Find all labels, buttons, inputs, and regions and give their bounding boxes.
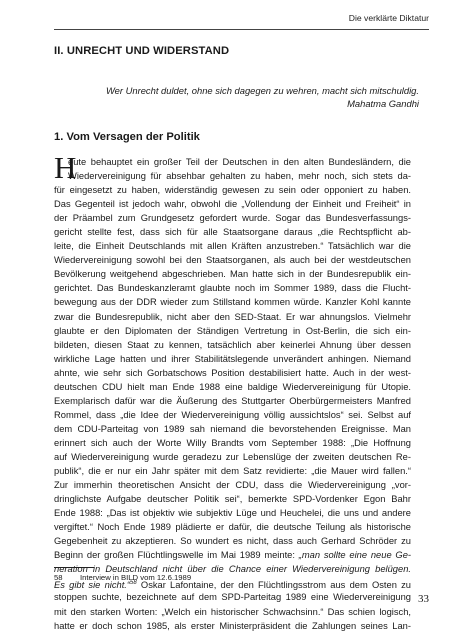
body-line: der Präambel zum Grundgesetz gefordert wurde. Sogar das Bundesverfassungs- xyxy=(54,213,411,224)
body-line: erinnert sich auch der Worte Willy Brandts vom September 1988: „Die Hoffnung xyxy=(54,437,411,448)
body-line: für eingesetzt zu haben, widerständig gewesen zu sein oder opponiert zu haben. xyxy=(54,185,411,196)
body-line: ahnte, wie sehr sich Gorbatschows Position destabilisiert hatte. Auch in der west- xyxy=(54,367,411,378)
footnote-rule xyxy=(54,567,94,568)
body-line: Rommel, dass „die Idee der Wiedervereinigung völlig aussichtslos“ sei. Selbst auf xyxy=(54,409,411,420)
footnote-number: 58 xyxy=(54,573,63,582)
body-line: Das Gegenteil ist jedoch wahr, obwohl die „Vollendung der Einheit und Freiheit“ in xyxy=(54,199,411,210)
body-line-1: H eute behauptet ein großer Teil der Deutschen in den alten Bundesländern, die xyxy=(54,150,411,185)
body-line: deutschen CDU hielt man Ende 1988 eine baldige Wiedervereinigung für Utopie. xyxy=(54,381,411,392)
page-number: 33 xyxy=(418,593,429,605)
body-line: neration in Deutschland nicht über die Chance einer Wiedervereinigung belügen. xyxy=(54,564,411,575)
body-line: Gegebenheit zu akzeptieren. So wundert es nicht, dass auch Gerhard Schröder zu xyxy=(54,536,411,547)
body-text xyxy=(54,150,411,633)
body-line: bildeten, diesen Staat zu kennen, tatsächlich aber keinerlei Ahnung über dessen xyxy=(54,339,411,350)
footnote-ref[interactable]: 58 xyxy=(130,580,137,587)
body-line: Es gibt sie nicht.“$^{58}$ Oskar Lafontaine, der den Flüchtlingsstrom aus dem Osten zu xyxy=(54,580,411,591)
body-line: dem CDU-Parteitag von 1989 sah niemand die bevorstehenden Ereignisse. Man xyxy=(54,423,411,434)
body-line: dringlichste Aufgabe deutscher Politik sei“, bemerkte SPD-Vordenker Egon Bahr xyxy=(54,494,411,505)
body-line: auf Wiedervereinigung wurde geradezu zur Lebenslüge der zweiten deutschen Re- xyxy=(54,451,411,462)
body-line: gericht stellte fest, dass sich für alle Staatsorgane daraus „die Rechtspflicht ab- xyxy=(54,227,411,238)
section-title: 1. Vom Versagen der Politik xyxy=(54,131,200,143)
drop-cap: H xyxy=(54,150,77,185)
body-line: Beginn der großen Flüchtlingswelle im Mai 1989 meinte: „man sollte eine neue Ge- xyxy=(54,550,411,561)
chapter-title: II. UNRECHT UND WIDERSTAND xyxy=(54,45,230,57)
epigraph-author: Mahatma Gandhi xyxy=(347,98,419,109)
body-line: gerichtet. Das Bundeskanzleramt glaubte noch im Sommer 1989, dass die Flucht- xyxy=(54,283,411,294)
body-line: Ende 1988: „Das ist objektiv wie subjektiv Lüge und Heuchelei, die uns und andere xyxy=(54,508,411,519)
body-line: wirkliche Lage hatten und ihrer Stabilitätslegende unverändert anhingen. Niemand xyxy=(54,353,411,364)
body-line: publik“, die er nur ein Jahr später mit dem Satz revidierte: „die Mauer wird fallen.“ xyxy=(54,466,411,477)
body-line: Bevölkerung weitgehend abgeschrieben. Man hatte sich in der Bundesrepublik ein- xyxy=(54,269,411,280)
body-line-2: Wiedervereinigung für absehbar gehalten zu haben, mehr noch, sich stets da- xyxy=(68,171,411,182)
body-line: Exemplarisch dafür war die Äußerung des Stuttgarter Oberbürgermeisters Manfred xyxy=(54,395,411,406)
body-line: bewegung aus der DDR wieder zum Stillstand kommen würde. Kanzler Kohl kannte xyxy=(54,297,411,308)
quote-italic: „man sollte eine neue Ge- xyxy=(298,550,411,561)
body-line: Wiedervereinigung sowohl bei den Staatsorganen, als auch bei der westdeutschen xyxy=(54,255,411,266)
epigraph xyxy=(59,84,419,110)
footnote-text: Interview in BILD vom 12.6.1989 xyxy=(80,573,192,582)
body-line: mit den starken Worten: „Welch ein historischer Schwachsinn.“ Das schien logisch, xyxy=(54,606,411,617)
epigraph-quote: Wer Unrecht duldet, ohne sich dagegen zu wehren, macht sich mitschuldig. xyxy=(105,85,419,96)
body-line: Zur immerhin theoretischen Ansicht der CDU, dass die Wiedervereinigung „vor- xyxy=(54,480,411,491)
body-line: leite, die Einheit Deutschlands mit allen Kräften anzustreben.“ Tatsächlich war die xyxy=(54,241,411,252)
footnote xyxy=(54,573,191,582)
body-line: stoppen suchte, bezeichnete auf dem SPD-Parteitag 1989 eine Wiedervereinigung xyxy=(54,592,411,603)
body-line: vergiftet.“ Noch Ende 1989 plädierte er dafür, die deutsche Teilung als historische xyxy=(54,522,411,533)
running-head: Die verklärte Diktatur xyxy=(348,13,429,23)
body-line: hatte er doch schon 1985, als erster Ministerpräsident die Zahlungen seines Lan- xyxy=(54,620,411,631)
body-line: glaubte er den Diplomaten der Ständigen Vertretung in Ost-Berlin, die sich ein- xyxy=(54,325,411,336)
header-rule xyxy=(54,29,429,30)
body-line: zwar die Bundesrepublik, nicht aber den SED-Staat. Er war ahnungslos. Vielmehr xyxy=(54,311,411,322)
